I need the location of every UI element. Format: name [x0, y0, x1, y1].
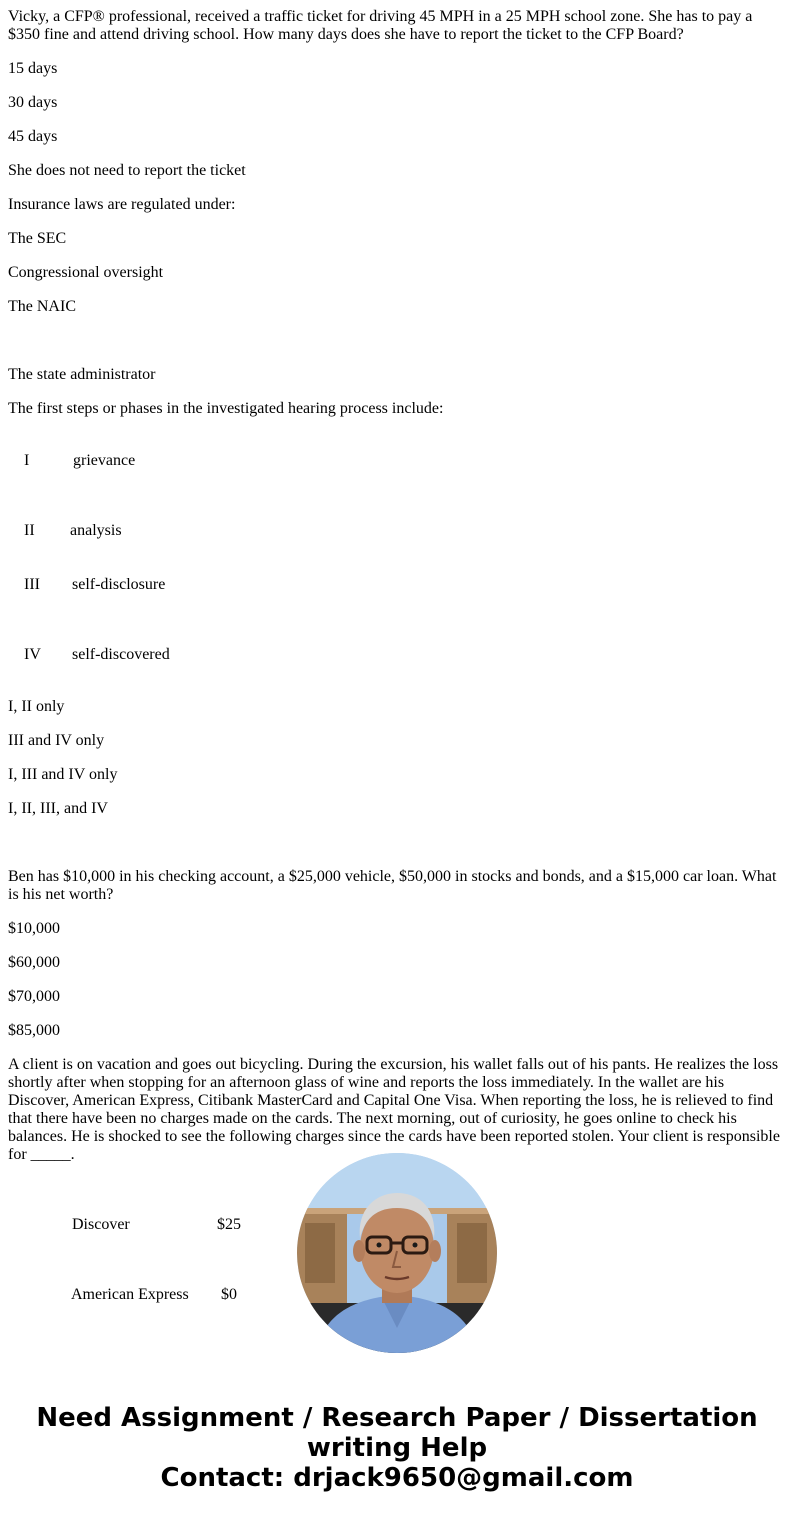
footer-banner	[0, 1403, 794, 1493]
q4-option-c: $70,000	[8, 988, 60, 1005]
charge-amount: $0	[221, 1286, 237, 1303]
q3-item-2	[8, 504, 784, 558]
q3-item-2-num: II	[24, 522, 35, 539]
q1-option-b: 30 days	[8, 94, 58, 111]
ear-right	[429, 1240, 441, 1262]
question-2-text: Insurance laws are regulated under:	[8, 196, 236, 213]
footer-contact: Contact: drjack9650@gmail.com	[160, 1463, 634, 1493]
question-4-text: Ben has $10,000 in his checking account, a $25,000 vehicle, $50,000 in stocks and bonds, and a $15,000 car loan. What is his net worth?	[8, 868, 781, 903]
q3-item-4-num: IV	[24, 646, 41, 663]
q3-item-3	[8, 558, 784, 612]
charge-amount: $25	[217, 1216, 241, 1233]
q3-item-3-text: self-disclosure	[72, 576, 166, 593]
charge-card-name: Discover	[72, 1216, 130, 1233]
wall-carving-right	[457, 1223, 487, 1283]
q3-item-1	[8, 434, 784, 488]
eye-right	[413, 1243, 418, 1248]
q3-item-3-num: III	[24, 576, 40, 593]
q3-item-4	[8, 628, 784, 682]
eye-left	[377, 1243, 382, 1248]
author-portrait-illustration	[297, 1153, 497, 1353]
q1-option-d: She does not need to report the ticket	[8, 162, 246, 179]
ear-left	[353, 1240, 365, 1262]
q2-option-c: The NAIC	[8, 298, 76, 315]
question-1-text: Vicky, a CFP® professional, received a traffic ticket for driving 45 MPH in a 25 MPH school zone. She has to pay a $350 fine and attend driving school. How many days does she have to report the ticket to the CFP Board?	[8, 8, 757, 43]
author-photo	[297, 1153, 497, 1353]
question-3-text: The first steps or phases in the investigated hearing process include:	[8, 400, 444, 417]
charge-card-name: American Express	[71, 1286, 189, 1303]
q4-option-d: $85,000	[8, 1022, 60, 1039]
q3-item-1-text: grievance	[73, 452, 136, 469]
question-5-text: A client is on vacation and goes out bicycling. During the excursion, his wallet falls out of his pants. He realizes the loss shortly after when stopping for an afternoon glass of wine and reports the loss immediately. In the wallet are his Discover, American Express, Citibank MasterCard and Capital One Visa. When reporting the loss, he is relieved to find that there have been no charges made on the cards. The next morning, out of curiosity, he goes online to check his balances. He is shocked to see the following charges since the cards have been reported stolen. Your client is responsible for _____.	[8, 1056, 784, 1163]
spacer	[8, 834, 784, 852]
footer-line-2: writing Help	[306, 1433, 488, 1463]
q3-item-2-text: analysis	[70, 522, 122, 539]
spacer	[8, 332, 784, 350]
q4-option-a: $10,000	[8, 920, 60, 937]
q2-option-b: Congressional oversight	[8, 264, 164, 281]
footer-line-1: Need Assignment / Research Paper / Dissertation	[36, 1403, 758, 1433]
q3-item-1-num: I	[24, 452, 30, 469]
q3-option-b: III and IV only	[8, 732, 105, 749]
q1-option-c: 45 days	[8, 128, 58, 145]
q3-option-a: I, II only	[8, 698, 65, 715]
document-body	[8, 8, 784, 1338]
wall-carving-left	[305, 1223, 335, 1283]
q1-option-a: 15 days	[8, 60, 58, 77]
q4-option-b: $60,000	[8, 954, 60, 971]
q2-option-a: The SEC	[8, 230, 67, 247]
q2-option-d: The state administrator	[8, 366, 156, 383]
q3-option-c: I, III and IV only	[8, 766, 118, 783]
q3-item-4-text: self-discovered	[72, 646, 170, 663]
q3-option-d: I, II, III, and IV	[8, 800, 108, 817]
